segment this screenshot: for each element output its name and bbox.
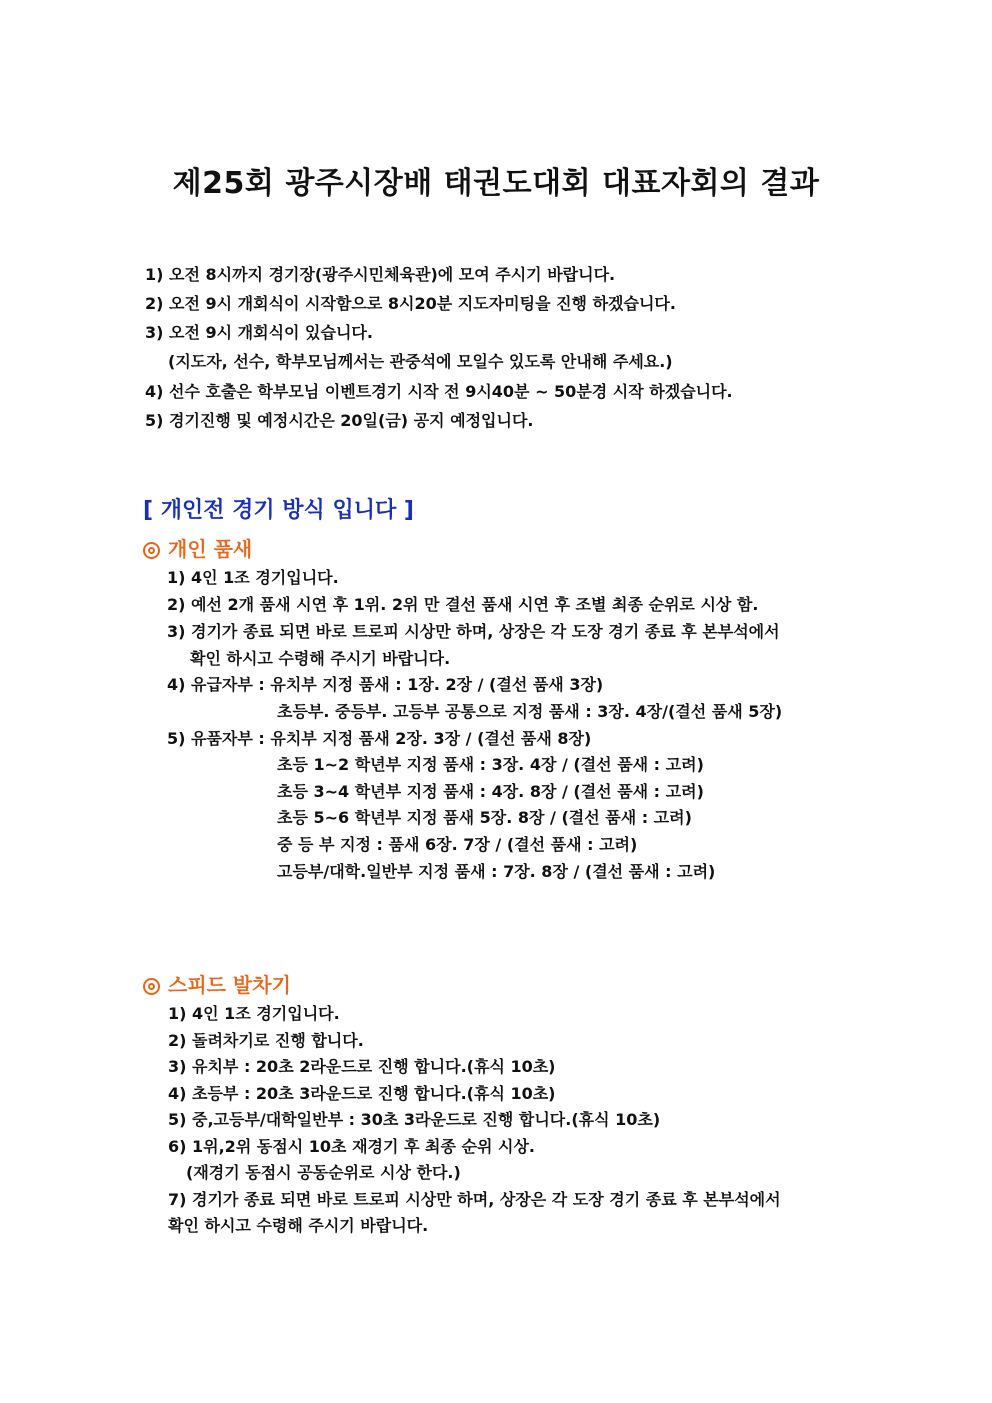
poomsae-line: 확인 하시고 수령해 주시기 바랍니다. — [190, 649, 451, 668]
poomsae-line: 1) 4인 1조 경기입니다. — [167, 568, 339, 587]
speed-line: 7) 경기가 종료 되면 바로 트로피 시상만 하며, 상장은 각 도장 경기 종료 후 본부석에서 — [168, 1190, 781, 1209]
speed-line: 4) 초등부 : 20초 3라운드로 진행 합니다.(휴식 10초) — [168, 1084, 556, 1103]
poomsae-line: 초등 5~6 학년부 지정 품새 5장. 8장 / (결선 품새 : 고려) — [277, 808, 692, 827]
poomsae-line: 5) 유품자부 : 유치부 지정 품새 2장. 3장 / (결선 품새 8장) — [167, 729, 592, 748]
page-title: 제25회 광주시장배 태권도대회 대표자회의 결과 — [172, 166, 820, 201]
notice-line: 1) 오전 8시까지 경기장(광주시민체육관)에 모여 주시기 바랍니다. — [145, 265, 616, 284]
poomsae-line: 4) 유급자부 : 유치부 지정 품새 : 1장. 2장 / (결선 품새 3장) — [167, 675, 604, 694]
double-circle-icon — [143, 978, 160, 995]
poomsae-line: 초등 1~2 학년부 지정 품새 : 3장. 4장 / (결선 품새 : 고려) — [277, 755, 704, 774]
poomsae-heading-label: 개인 품새 — [168, 537, 253, 561]
speed-line: 3) 유치부 : 20초 2라운드로 진행 합니다.(휴식 10초) — [168, 1057, 556, 1076]
notice-line: (지도자, 선수, 학부모님께서는 관중석에 모일수 있도록 안내해 주세요.) — [168, 352, 673, 371]
speed-line: (재경기 동점시 공동순위로 시상 한다.) — [186, 1163, 461, 1182]
notice-line: 5) 경기진행 및 예정시간은 20일(금) 공지 예정입니다. — [145, 411, 534, 430]
notice-line: 4) 선수 호출은 학부모님 이벤트경기 시작 전 9시40분 ~ 50분경 시작 하겠습니다. — [145, 382, 733, 401]
speed-line: 1) 4인 1조 경기입니다. — [168, 1004, 340, 1023]
poomsae-line: 2) 예선 2개 품새 시연 후 1위. 2위 만 결선 품새 시연 후 조별 최종 순위로 시상 함. — [167, 595, 759, 614]
speed-line: 확인 하시고 수령해 주시기 바랍니다. — [168, 1216, 429, 1235]
poomsae-line: 중 등 부 지정 : 품새 6장. 7장 / (결선 품새 : 고려) — [277, 835, 638, 854]
speed-heading — [143, 969, 291, 998]
speed-line: 2) 돌려차기로 진행 합니다. — [168, 1031, 364, 1050]
poomsae-heading — [143, 533, 252, 562]
poomsae-line: 초등 3~4 학년부 지정 품새 : 4장. 8장 / (결선 품새 : 고려) — [277, 782, 704, 801]
notice-line: 3) 오전 9시 개회식이 있습니다. — [145, 323, 373, 342]
speed-line: 5) 중,고등부/대학일반부 : 30초 3라운드로 진행 합니다.(휴식 10초) — [168, 1110, 661, 1129]
poomsae-line: 3) 경기가 종료 되면 바로 트로피 시상만 하며, 상장은 각 도장 경기 종료 후 본부석에서 — [167, 622, 780, 641]
individual-heading: [ 개인전 경기 방식 입니다 ] — [143, 498, 414, 523]
double-circle-icon — [143, 542, 160, 559]
speed-heading-label: 스피드 발차기 — [168, 973, 291, 997]
poomsae-line: 초등부. 중등부. 고등부 공통으로 지정 품새 : 3장. 4장/(결선 품새 5장) — [277, 702, 783, 721]
notice-line: 2) 오전 9시 개회식이 시작함으로 8시20분 지도자미팅을 진행 하겠습니다. — [145, 294, 676, 313]
speed-line: 6) 1위,2위 동점시 10초 재경기 후 최종 순위 시상. — [168, 1137, 535, 1156]
poomsae-line: 고등부/대학.일반부 지정 품새 : 7장. 8장 / (결선 품새 : 고려) — [277, 862, 716, 881]
